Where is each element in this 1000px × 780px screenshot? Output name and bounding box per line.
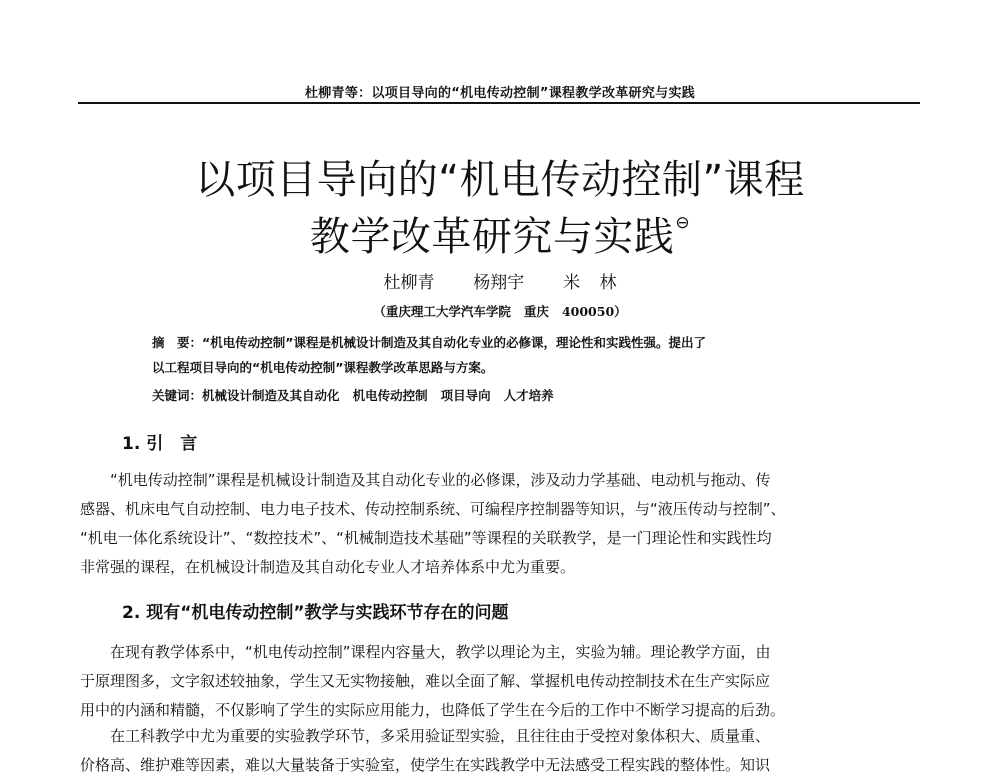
paragraph-line: 在工科教学中尤为重要的实验教学环节，多采用验证型实验，且往往由于受控对象体积大、质量重、 bbox=[80, 727, 771, 745]
paragraph-line: 在现有教学体系中，“机电传动控制”课程内容量大，教学以理论为主，实验为辅。理论教学方面，由 bbox=[80, 643, 771, 661]
title-line-1 bbox=[0, 148, 1000, 205]
running-header: 杜柳青等：以项目导向的“机电传动控制”课程教学改革研究与实践 bbox=[304, 86, 696, 101]
abstract-line-2: 以工程项目导向的“机电传动控制”课程教学改革思路与方案。 bbox=[152, 360, 494, 375]
paragraph-line: 于原理图多，文字叙述较抽象，学生又无实物接触，难以全面了解、掌握机电传动控制技术在生产实际应 bbox=[80, 672, 771, 690]
paragraph-line: “机电传动控制”课程是机械设计制造及其自动化专业的必修课，涉及动力学基础、电动机与拖动、传 bbox=[80, 471, 771, 489]
keywords-label: 关键词： bbox=[152, 388, 203, 403]
paragraph-line: 感器、机床电气自动控制、电力电子技术、传动控制系统、可编程序控制器等知识，与“液压传动与控制”、 bbox=[80, 500, 786, 518]
abstract-text-1: “机电传动控制”课程是机械设计制造及其自动化专业的必修课，理论性和实践性强。提出了 bbox=[202, 335, 706, 350]
paragraph bbox=[80, 466, 925, 582]
paragraph-line: 非常强的课程，在机械设计制造及其自动化专业人才培养体系中尤为重要。 bbox=[80, 558, 576, 576]
keywords bbox=[152, 386, 852, 404]
affiliation: （重庆理工大学汽车学院 重庆 400050） bbox=[373, 304, 627, 319]
paragraph bbox=[80, 722, 925, 780]
footnote-mark: ⊖ bbox=[675, 213, 691, 233]
paragraph bbox=[80, 638, 925, 725]
title-text-1: 以项目导向的“机电传动控制”课程 bbox=[195, 157, 805, 203]
paragraph-line: “机电一体化系统设计”、“数控技术”、“机械制造技术基础”等课程的关联教学，是一门理论性和实践性均 bbox=[80, 529, 772, 547]
section-heading-introduction: 1. 引 言 bbox=[122, 434, 198, 454]
title-text-2: 教学改革研究与实践 bbox=[309, 214, 675, 260]
title-line-2 bbox=[0, 205, 1000, 262]
authors: 杜柳青 杨翔宇 米 林 bbox=[383, 273, 617, 293]
paragraph-line: 用中的内涵和精髓，不仅影响了学生的实际应用能力，也降低了学生在今后的工作中不断学习提高的后劲。 bbox=[80, 701, 786, 719]
header-rule bbox=[78, 102, 920, 104]
keywords-text: 机械设计制造及其自动化 机电传动控制 项目导向 人才培养 bbox=[202, 388, 554, 403]
paragraph-line: 价格高、维护难等因素，难以大量装备于实验室，使学生在实践教学中无法感受工程实践的整体性。知识 bbox=[80, 756, 771, 774]
section-heading-problems: 2. 现有“机电传动控制”教学与实践环节存在的问题 bbox=[122, 603, 509, 623]
abstract-line-1 bbox=[152, 330, 852, 355]
abstract bbox=[152, 330, 852, 380]
abstract-label: 摘 要： bbox=[152, 335, 203, 350]
